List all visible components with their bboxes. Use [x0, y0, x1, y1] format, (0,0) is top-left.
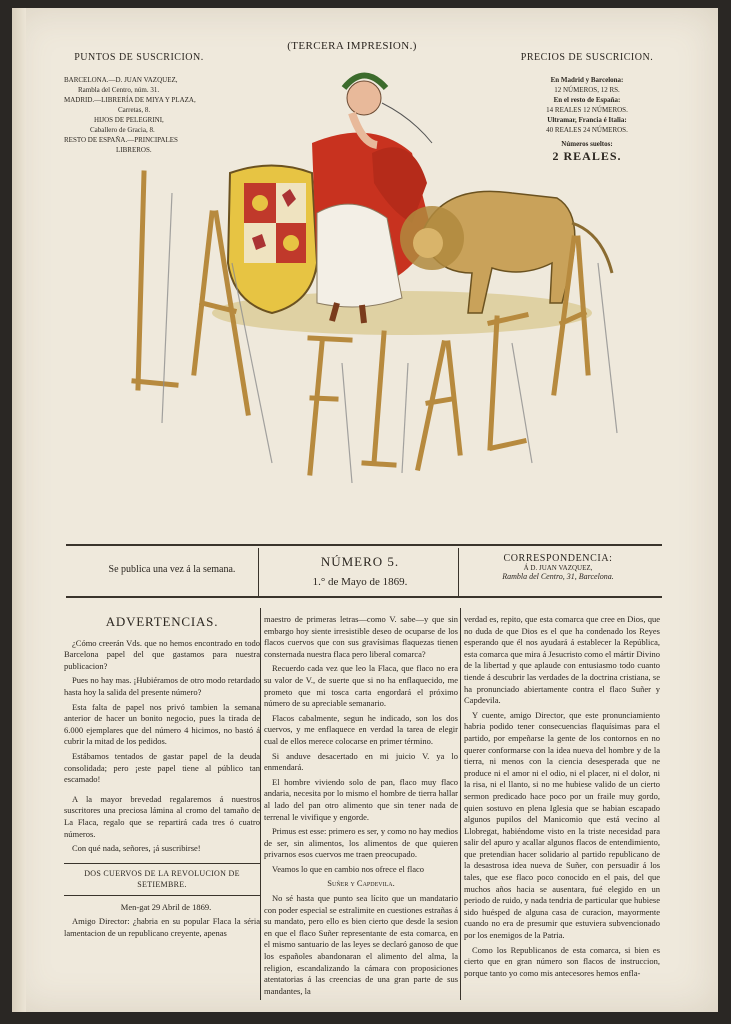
- paragraph: No sé hasta que punto sea lícito que un mandatario con poder especial se estralimite en cuestiones estrañas á su mandato, pero ello es bien cierto que desde la sesion en que el flaco Suñer representante de esta comarca, en el mismo santuario de las leyes se declaró ganoso de que los españoles abandonaran el alimento del alma, la religion, escandalizando la cámara con proposiciones atentatorias á las creencias de una gran parte de sus mandantes, la: [264, 893, 458, 996]
- masthead-illustration: [112, 63, 632, 483]
- rule-bottom: [66, 596, 662, 598]
- newspaper-page: [12, 8, 718, 1012]
- paragraph: Recuerdo cada vez que leo la Flaca, que flaco no era su valor de V., de suerte que si no ha enflaquecido, me prometo que mi tosca carta engordará el próximo número de su apreciable semanario.: [264, 663, 458, 709]
- price-line: En Madrid y Barcelona:: [550, 76, 624, 84]
- price-line: Números sueltos:: [561, 140, 613, 148]
- dateline: Men-gat 29 Abril de 1869.: [120, 901, 212, 912]
- correspondence: [458, 553, 658, 581]
- subscription-line: BARCELONA.—D. JUAN VAZQUEZ,: [64, 76, 178, 84]
- single-issue-price: 2 REALES.: [552, 149, 622, 163]
- price-line: 12 NÚMEROS, 12 RS.: [554, 86, 620, 94]
- paragraph: Flacos cabalmente, segun he indicado, son los dos cuervos, y me enflaquece en verdad la tarea de elegir cual de ellos merece colocarse en primer término.: [264, 712, 458, 746]
- subscription-line: RESTO DE ESPAÑA.—PRINCIPALES: [64, 136, 178, 144]
- price-line: 14 REALES 12 NÚMEROS.: [546, 106, 628, 114]
- meta-separator: [258, 548, 259, 596]
- rule-top: [66, 544, 662, 546]
- subscription-prices-title: PRECIOS DE SUSCRICION.: [520, 52, 654, 63]
- paragraph: El hombre viviendo solo de pan, flaco muy flaco andaria, necesita por lo mismo el hombre de tierra hallar al lado del pan otro alimento que sin tener nada de terrenal le vivifique y engorde.: [264, 776, 458, 822]
- paragraph: Veamos lo que en cambio nos ofrece el flaco: [272, 863, 424, 874]
- paragraph: Amigo Director: ¿habria en su popular Flaca la séria lamentacion de un republicano creyente, apenas: [64, 916, 260, 939]
- subscription-line: HIJOS DE PELEGRINI,: [94, 116, 164, 124]
- correspondence-address: Rambla del Centro, 31, Barcelona.: [502, 572, 614, 581]
- subscription-line: Rambla del Centro, núm. 31.: [78, 86, 160, 94]
- paragraph: verdad es, repito, que esta comarca que cree en Dios, que no duda de que Dios es el que ha condenado los Reyes esperando que él nos ayudará á establecer la República, esta comarca que mira á Jesucristo como el mártir Divino de la libertad y que aplaude con entusiasmo todo cuanto tiende á descubrir las verdades de la doctrina cristiana, se ha pronunciado abiertamente contra el flaco Suñer y Capdevila.: [464, 614, 660, 706]
- subscription-line: Caballero de Gracia, 8.: [90, 126, 155, 134]
- column-1: [64, 614, 260, 943]
- page-spine: [12, 8, 26, 1012]
- subheading: Suñer y Capdevila.: [327, 878, 395, 889]
- correspondence-title: CORRESPONDENCIA:: [503, 553, 613, 564]
- paragraph: Si anduve desacertado en mi juicio V. ya lo enmendará.: [264, 750, 458, 773]
- issue-number: NÚMERO 5.: [320, 554, 400, 569]
- price-line: En el resto de España:: [553, 96, 621, 104]
- article-title: DOS CUERVOS DE LA REVOLUCION DE SETIEMBRE.: [64, 863, 260, 896]
- subscription-line: Carretas, 8.: [118, 106, 151, 114]
- paragraph: Y cuente, amigo Director, que este pronunciamiento habria podido tener consecuencias flaquísimas para el partido, por empeñarse la gente de los contornos en no querer conformarse con la idea nueva del hombre y de la tierra, ni menos con la ciencia desesperada que ne produce ni el amor ni el odio, ni el placer, ni el dolor, ni la risa, ni el llanto, si no me hubiese valido de un cierto sermon predicado hace poco por un fraile muy gordo, quien sostuvo en plena Iglesia que se habian escapado algunos pupilos del Manicomio que está vecino al Llobregat, habiéndome visto en la triste necesidad para salir del apuro y acallar algunos flacos de entendimiento, que pretendian hacer solidario al partido republicano de la desastrosa idea nueva de Suñer, con persuadir á los tales, que ese flaco poco conocido en el pais, del que muchos años hacia se ausentara, fué elegido en un periodo de ruido, y nada tendria de particular que hubiese sido huésped de alguna casa de curacion, mayormente cuando no era de presumir que estuviera subvencionado por los enemigos de la Patria.: [464, 709, 660, 941]
- paragraph: Estábamos tentados de gastar papel de la deuda consolidada; pero ¡este papel tiene al público tan escamado!: [64, 750, 260, 785]
- paragraph: Con qué nada, señores, ¡á suscribirse!: [72, 843, 201, 854]
- allegorical-figure-icon: [312, 76, 432, 324]
- paragraph: Esta falta de papel nos privó tambien la semana anterior de hacer un bonito negocio, pues la tirada de 6.000 ejemplares que del número 4 hicimos, no bastó á cubrir la mitad de los pedidos.: [64, 701, 260, 747]
- paragraph: A la mayor brevedad regalaremos á nuestros suscritores una preciosa lámina al cromo del tamaño de La Flaca, regalo que se repartirá cada tres ó cuatro números.: [64, 793, 260, 839]
- paragraph: ¿Cómo creerán Vds. que no hemos encontrado en todo Barcelona papel del que gastamos para nuestra publicacion?: [64, 637, 260, 671]
- subscription-line: LIBREROS.: [116, 146, 152, 154]
- issue-info: [260, 554, 460, 588]
- paragraph: Pues no hay mas. ¡Hubiéramos de otro modo retardado hasta hoy la salida del presente número?: [64, 675, 260, 697]
- subscription-points-title: PUNTOS DE SUSCRICION.: [74, 52, 204, 63]
- price-line: 40 REALES 24 NÚMEROS.: [546, 126, 628, 134]
- column-separator: [260, 608, 261, 1000]
- issue-date: 1.° de Mayo de 1869.: [312, 576, 408, 588]
- subscription-line: MADRID.—LIBRERÍA DE MIYA Y PLAZA,: [64, 96, 196, 104]
- paragraph: maestro de primeras letras—como V. sabe—y que sin embargo hoy siente irresistible deseo de ocuparse de los flacos cuervos que con sus gravísimas flaquezas tienen consternada nuestra flaca pero liberal comarca?: [264, 614, 458, 659]
- publication-frequency: Se publica una vez á la semana.: [108, 564, 236, 575]
- column-3: [464, 614, 660, 982]
- correspondence-name: Á D. JUAN VAZQUEZ,: [523, 564, 593, 572]
- column-2: [264, 614, 458, 1000]
- price-line: Ultramar, Francia é Italia:: [547, 116, 627, 124]
- edition-note: (TERCERA IMPRESION.): [287, 40, 417, 52]
- coat-of-arms-icon: [228, 166, 317, 314]
- paragraph: Primus est esse: primero es ser, y como no hay medios de ser, sin alimentos, los alimentos de que quieren privarnos esos cuervos me traen preocupado.: [264, 826, 458, 860]
- advertencias-heading: ADVERTENCIAS.: [105, 614, 219, 629]
- column-separator: [460, 608, 461, 1000]
- paragraph: Como los Republicanos de esta comarca, si bien es cierto que en gran número son flacos de instruccion, porque tanto yo como mis antecesores hemos enfla-: [464, 944, 660, 978]
